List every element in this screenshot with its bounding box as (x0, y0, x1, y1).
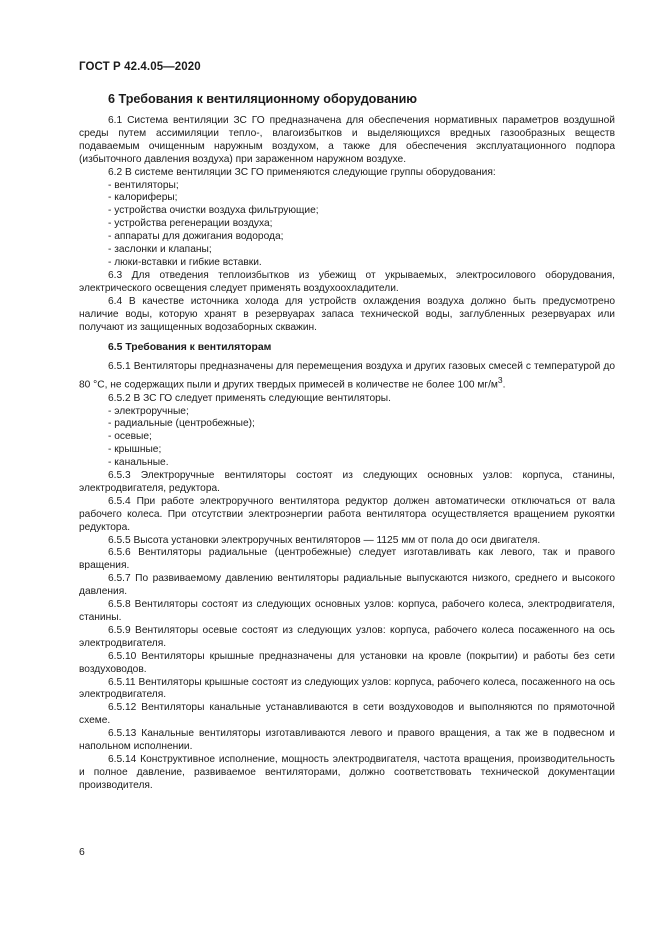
paragraph-6-5-4: 6.5.4 При работе электроручного вентилятора редуктор должен автоматически отключаться от вала рабочего колеса. При отсутствии электроэнергии работа вентилятора осуществляется вращением рукоятки редуктора. (79, 495, 615, 533)
list-item: - осевые; (108, 431, 152, 443)
paragraph-6-5-3: 6.5.3 Электроручные вентиляторы состоят из следующих основных узлов: корпуса, станины, электродвигателя, редуктора. (79, 470, 615, 494)
list-item: - вентиляторы; (108, 179, 179, 191)
equipment-groups-list (79, 180, 615, 270)
paragraph-6-5-13: 6.5.13 Канальные вентиляторы изготавливаются левого и правого вращения, а так же в подвесном и напольном исполнении. (79, 728, 615, 753)
paragraph-6-5-10: 6.5.10 Вентиляторы крышные предназначены для установки на кровле (покрытии) и работы без сети воздуховодов. (79, 650, 615, 675)
fan-types-list (79, 406, 615, 471)
paragraph-6-5-8: 6.5.8 Вентиляторы состоят из следующих основных узлов: корпуса, рабочего колеса, электродвигателя, станины. (79, 599, 615, 624)
paragraph-6-4: 6.4 В качестве источника холода для устройств охлаждения воздуха должно быть предусмотрено наличие воды, которую хранят в резервуарах запаса технической воды, заглубленных резервуарах или получают из защищенных водозаборных скважин. (79, 295, 615, 333)
list-item: - люки-вставки и гибкие вставки. (108, 256, 262, 268)
paragraph-6-5-12: 6.5.12 Вентиляторы канальные устанавливаются в сети воздуховодов и выполняются по прямоточной схеме. (79, 702, 615, 727)
list-item: - устройства очистки воздуха фильтрующие; (108, 205, 319, 217)
paragraph-6-5-1-end: . (502, 379, 506, 391)
paragraph-6-3: 6.3 Для отведения теплоизбытков из убежищ от укрываемых, электросилового оборудования, электрического освещения следует применять воздухоохладители. (79, 269, 615, 294)
list-item: - крышные; (108, 444, 162, 456)
list-item: - радиальные (центробежные); (108, 418, 255, 430)
paragraph-6-5-14: 6.5.14 Конструктивное исполнение, мощность электродвигателя, частота вращения, производительность и полное давление, развиваемое вентиляторами, должно соответствовать технической документации производителя. (79, 753, 615, 791)
subsection-title: 6.5 Требования к вентиляторам (108, 342, 272, 354)
paragraph-6-2: 6.2 В системе вентиляции ЗС ГО применяются следующие группы оборудования: (108, 166, 496, 178)
paragraph-6-5-9: 6.5.9 Вентиляторы осевые состоят из следующих узлов: корпуса, рабочего колеса посаженного на ось электродвигателя. (79, 624, 615, 649)
paragraph-6-5-1-text: 6.5.1 Вентиляторы предназначены для перемещения воздуха и других газовых смесей с температурой до 80 °С, не содержащих пыли и других твердых примесей в количестве не более 100 мг/м (79, 361, 615, 391)
paragraph-6-1: 6.1 Система вентиляции ЗС ГО предназначена для обеспечения нормативных параметров воздушной среды путем ассимиляции тепло-, влагоизбытков и выделяющихся вредных газообразных веществ подаваемым очищенным наружным воздухом, а также для обеспечения эксплуатационного подпора (избыточного давления воздуха) при зараженном наружном воздухе. (79, 115, 615, 165)
superscript-cube: 3 (497, 375, 503, 386)
list-item: - заслонки и клапаны; (108, 244, 212, 256)
page-number: 6 (79, 847, 85, 858)
paragraph-6-5-11: 6.5.11 Вентиляторы крышные состоят из следующих узлов: корпуса, рабочего колеса, посаженного на ось электродвигателя. (79, 676, 615, 701)
paragraph-6-5-6: 6.5.6 Вентиляторы радиальные (центробежные) следует изготавливать как левого, так и правого вращения. (79, 547, 615, 572)
document-body (79, 92, 615, 793)
paragraph-6-5-7: 6.5.7 По развиваемому давлению вентиляторы радиальные выпускаются низкого, среднего и высокого давления. (79, 573, 615, 598)
list-item: - аппараты для дожигания водорода; (108, 231, 284, 243)
list-item: - электроручные; (108, 405, 189, 417)
list-item: - устройства регенерации воздуха; (108, 218, 273, 230)
document-header: ГОСТ Р 42.4.05—2020 (79, 61, 201, 73)
section-title: 6 Требования к вентиляционному оборудованию (108, 92, 418, 106)
list-item: - канальные. (108, 457, 169, 469)
paragraph-6-5-2: 6.5.2 В ЗС ГО следует применять следующие вентиляторы. (108, 392, 391, 404)
paragraph-6-5-1 (79, 361, 615, 392)
list-item: - калориферы; (108, 192, 178, 204)
paragraph-6-5-5: 6.5.5 Высота установки электроручных вентиляторов — 1125 мм от пола до оси двигателя. (108, 534, 541, 546)
